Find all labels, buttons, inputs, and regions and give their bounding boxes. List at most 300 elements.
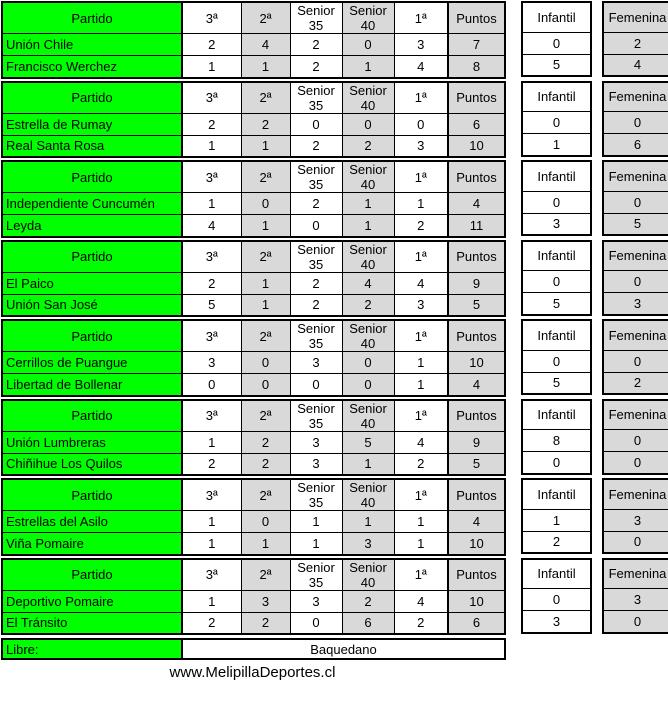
team-row (2, 533, 505, 555)
score-senior35: 0 (290, 113, 342, 135)
header-row (2, 559, 505, 591)
column-header-partido: Partido (2, 2, 182, 34)
standings-block (1, 558, 668, 636)
column-header-partido: Partido (2, 559, 182, 591)
score-1a: 3 (394, 34, 448, 56)
score-3a: 2 (182, 453, 241, 475)
score-1a: 1 (394, 533, 448, 555)
match-results-table (1, 1, 506, 79)
score-puntos: 10 (448, 352, 505, 374)
score-infantil: 1 (522, 134, 591, 156)
team-row (2, 352, 505, 374)
column-header-senior35: Senior 35 (290, 161, 342, 193)
team-name: Francisco Werchez (2, 56, 182, 78)
score-infantil: 0 (522, 589, 591, 611)
infantil-table (521, 319, 592, 395)
standings-block (1, 1, 668, 79)
match-results-table (1, 319, 506, 397)
header-row (603, 241, 668, 271)
header-row (603, 161, 668, 191)
match-results-table (1, 160, 506, 238)
standings-blocks-container (1, 1, 668, 635)
header-row (603, 559, 668, 589)
score-senior35: 2 (290, 193, 342, 215)
column-header-infantil: Infantil (522, 400, 591, 430)
team-row (522, 32, 591, 54)
score-1a: 1 (394, 193, 448, 215)
column-header-2a: 2ª (241, 320, 290, 352)
team-name: El Paico (2, 272, 182, 294)
score-femenina: 3 (603, 589, 668, 611)
team-row (522, 271, 591, 293)
score-3a: 5 (182, 294, 241, 316)
score-senior40: 1 (342, 193, 394, 215)
score-femenina: 0 (603, 611, 668, 633)
column-header-1a: 1ª (394, 161, 448, 193)
team-row (603, 531, 668, 553)
team-name: Unión Lumbreras (2, 431, 182, 453)
score-3a: 2 (182, 34, 241, 56)
team-row (2, 612, 505, 634)
team-name: Cerrillos de Puangue (2, 352, 182, 374)
score-infantil: 0 (522, 350, 591, 372)
column-header-puntos: Puntos (448, 400, 505, 432)
header-row (2, 82, 505, 114)
score-senior35: 0 (290, 612, 342, 634)
team-name: Real Santa Rosa (2, 135, 182, 157)
team-row (603, 509, 668, 531)
standings-block (1, 81, 668, 159)
score-senior40: 2 (342, 590, 394, 612)
column-header-infantil: Infantil (522, 320, 591, 350)
team-row (603, 350, 668, 372)
score-infantil: 8 (522, 430, 591, 452)
header-row (2, 161, 505, 193)
score-2a: 0 (241, 511, 290, 533)
team-row (2, 294, 505, 316)
score-puntos: 4 (448, 511, 505, 533)
column-header-senior35: Senior 35 (290, 241, 342, 273)
team-name: Estrella de Rumay (2, 113, 182, 135)
score-senior40: 6 (342, 612, 394, 634)
column-header-1a: 1ª (394, 82, 448, 114)
column-header-senior35: Senior 35 (290, 479, 342, 511)
column-header-1a: 1ª (394, 559, 448, 591)
score-3a: 2 (182, 272, 241, 294)
score-puntos: 6 (448, 113, 505, 135)
score-femenina: 0 (603, 191, 668, 213)
site-url: www.MelipillaDeportes.cl (169, 664, 336, 681)
score-puntos: 10 (448, 533, 505, 555)
column-header-3a: 3ª (182, 82, 241, 114)
score-2a: 1 (241, 533, 290, 555)
team-row (522, 611, 591, 633)
team-row (2, 590, 505, 612)
column-header-2a: 2ª (241, 559, 290, 591)
column-header-partido: Partido (2, 479, 182, 511)
score-2a: 2 (241, 113, 290, 135)
column-header-3a: 3ª (182, 161, 241, 193)
column-header-1a: 1ª (394, 2, 448, 34)
score-infantil: 2 (522, 531, 591, 553)
header-row (2, 241, 505, 273)
team-row (603, 271, 668, 293)
column-header-3a: 3ª (182, 320, 241, 352)
team-row (522, 293, 591, 315)
header-row (522, 2, 591, 32)
score-puntos: 7 (448, 34, 505, 56)
score-puntos: 8 (448, 56, 505, 78)
score-1a: 4 (394, 272, 448, 294)
column-header-infantil: Infantil (522, 161, 591, 191)
team-row (603, 213, 668, 235)
column-header-senior35: Senior 35 (290, 320, 342, 352)
column-header-femenina: Femenina (603, 400, 668, 430)
score-3a: 0 (182, 374, 241, 396)
column-header-puntos: Puntos (448, 320, 505, 352)
team-row (2, 431, 505, 453)
team-row (522, 191, 591, 213)
team-row (603, 589, 668, 611)
score-senior35: 1 (290, 533, 342, 555)
header-row (522, 241, 591, 271)
libre-label: Libre: (2, 639, 182, 659)
team-row (2, 34, 505, 56)
score-1a: 3 (394, 294, 448, 316)
column-header-femenina: Femenina (603, 161, 668, 191)
column-header-puntos: Puntos (448, 2, 505, 34)
score-2a: 0 (241, 193, 290, 215)
score-femenina: 0 (603, 271, 668, 293)
column-header-infantil: Infantil (522, 2, 591, 32)
column-header-infantil: Infantil (522, 82, 591, 112)
column-header-puntos: Puntos (448, 161, 505, 193)
column-header-3a: 3ª (182, 479, 241, 511)
score-infantil: 1 (522, 509, 591, 531)
header-row (522, 400, 591, 430)
column-header-3a: 3ª (182, 241, 241, 273)
score-femenina: 0 (603, 531, 668, 553)
score-femenina: 3 (603, 293, 668, 315)
match-results-table (1, 240, 506, 318)
score-2a: 1 (241, 135, 290, 157)
score-1a: 1 (394, 511, 448, 533)
infantil-table (521, 160, 592, 236)
score-femenina: 6 (603, 134, 668, 156)
libre-table (1, 638, 506, 660)
score-1a: 1 (394, 374, 448, 396)
column-header-senior35: Senior 35 (290, 559, 342, 591)
score-infantil: 0 (522, 32, 591, 54)
column-header-3a: 3ª (182, 559, 241, 591)
femenina-table (602, 558, 668, 634)
score-senior35: 3 (290, 352, 342, 374)
score-puntos: 9 (448, 431, 505, 453)
team-row (603, 372, 668, 394)
team-row (603, 611, 668, 633)
score-infantil: 3 (522, 213, 591, 235)
column-header-femenina: Femenina (603, 559, 668, 589)
team-row (603, 191, 668, 213)
team-row (522, 112, 591, 134)
column-header-senior40: Senior 40 (342, 241, 394, 273)
score-femenina: 0 (603, 350, 668, 372)
standings-block (1, 240, 668, 318)
score-senior40: 2 (342, 135, 394, 157)
team-row (603, 112, 668, 134)
score-femenina: 0 (603, 430, 668, 452)
score-puntos: 11 (448, 215, 505, 237)
score-3a: 1 (182, 56, 241, 78)
score-femenina: 2 (603, 32, 668, 54)
column-header-senior40: Senior 40 (342, 320, 394, 352)
column-header-puntos: Puntos (448, 559, 505, 591)
score-3a: 2 (182, 113, 241, 135)
column-header-senior35: Senior 35 (290, 82, 342, 114)
team-row (2, 135, 505, 157)
team-row (2, 511, 505, 533)
score-senior40: 5 (342, 431, 394, 453)
femenina-table (602, 240, 668, 316)
score-infantil: 0 (522, 112, 591, 134)
header-row (603, 479, 668, 509)
score-2a: 0 (241, 374, 290, 396)
column-header-senior40: Senior 40 (342, 2, 394, 34)
column-header-1a: 1ª (394, 320, 448, 352)
column-header-puntos: Puntos (448, 479, 505, 511)
column-header-puntos: Puntos (448, 241, 505, 273)
score-senior35: 2 (290, 294, 342, 316)
team-row (522, 213, 591, 235)
score-senior40: 0 (342, 34, 394, 56)
score-femenina: 0 (603, 112, 668, 134)
team-row (603, 430, 668, 452)
score-femenina: 4 (603, 54, 668, 76)
score-senior35: 2 (290, 34, 342, 56)
score-senior40: 1 (342, 511, 394, 533)
femenina-table (602, 160, 668, 236)
column-header-3a: 3ª (182, 2, 241, 34)
score-senior40: 1 (342, 453, 394, 475)
score-senior40: 0 (342, 374, 394, 396)
score-senior35: 2 (290, 272, 342, 294)
team-row (603, 134, 668, 156)
score-2a: 1 (241, 56, 290, 78)
column-header-partido: Partido (2, 400, 182, 432)
match-results-table (1, 558, 506, 636)
team-name: El Tránsito (2, 612, 182, 634)
score-femenina: 3 (603, 509, 668, 531)
score-femenina: 0 (603, 452, 668, 474)
score-3a: 3 (182, 352, 241, 374)
score-2a: 1 (241, 272, 290, 294)
column-header-2a: 2ª (241, 400, 290, 432)
score-senior40: 3 (342, 533, 394, 555)
libre-row (1, 638, 668, 660)
score-1a: 1 (394, 352, 448, 374)
team-row (522, 372, 591, 394)
infantil-table (521, 1, 592, 77)
column-header-senior40: Senior 40 (342, 161, 394, 193)
column-header-2a: 2ª (241, 241, 290, 273)
infantil-table (521, 81, 592, 157)
team-name: Leyda (2, 215, 182, 237)
column-header-1a: 1ª (394, 400, 448, 432)
score-femenina: 2 (603, 372, 668, 394)
team-row (2, 56, 505, 78)
column-header-2a: 2ª (241, 82, 290, 114)
score-puntos: 6 (448, 612, 505, 634)
score-3a: 1 (182, 193, 241, 215)
femenina-table (602, 319, 668, 395)
column-header-femenina: Femenina (603, 82, 668, 112)
score-infantil: 5 (522, 293, 591, 315)
infantil-table (521, 558, 592, 634)
score-3a: 1 (182, 590, 241, 612)
column-header-1a: 1ª (394, 479, 448, 511)
score-senior35: 2 (290, 135, 342, 157)
header-row (603, 400, 668, 430)
match-results-table (1, 81, 506, 159)
score-infantil: 0 (522, 452, 591, 474)
score-senior40: 4 (342, 272, 394, 294)
header-row (603, 82, 668, 112)
column-header-femenina: Femenina (603, 320, 668, 350)
match-results-table (1, 399, 506, 477)
infantil-table (521, 399, 592, 475)
score-3a: 2 (182, 612, 241, 634)
header-row (2, 320, 505, 352)
column-header-senior40: Senior 40 (342, 559, 394, 591)
team-row (522, 54, 591, 76)
team-row (522, 430, 591, 452)
score-2a: 4 (241, 34, 290, 56)
score-senior35: 0 (290, 374, 342, 396)
team-name: Estrellas del Asilo (2, 511, 182, 533)
score-3a: 1 (182, 431, 241, 453)
column-header-infantil: Infantil (522, 241, 591, 271)
column-header-senior40: Senior 40 (342, 400, 394, 432)
team-name: Viña Pomaire (2, 533, 182, 555)
score-senior35: 0 (290, 215, 342, 237)
column-header-partido: Partido (2, 161, 182, 193)
header-row (603, 320, 668, 350)
score-2a: 2 (241, 453, 290, 475)
femenina-table (602, 478, 668, 554)
score-2a: 1 (241, 215, 290, 237)
score-puntos: 9 (448, 272, 505, 294)
score-3a: 1 (182, 533, 241, 555)
team-row (522, 452, 591, 474)
team-row (603, 54, 668, 76)
standings-block (1, 399, 668, 477)
score-infantil: 3 (522, 611, 591, 633)
score-puntos: 5 (448, 294, 505, 316)
score-2a: 1 (241, 294, 290, 316)
header-row (603, 2, 668, 32)
score-puntos: 4 (448, 193, 505, 215)
header-row (522, 559, 591, 589)
score-3a: 1 (182, 511, 241, 533)
score-senior35: 1 (290, 511, 342, 533)
score-senior35: 3 (290, 590, 342, 612)
score-1a: 3 (394, 135, 448, 157)
column-header-2a: 2ª (241, 2, 290, 34)
header-row (522, 161, 591, 191)
column-header-senior35: Senior 35 (290, 2, 342, 34)
team-name: Unión San José (2, 294, 182, 316)
column-header-3a: 3ª (182, 400, 241, 432)
team-row (522, 531, 591, 553)
column-header-infantil: Infantil (522, 559, 591, 589)
header-row (2, 400, 505, 432)
team-row (603, 452, 668, 474)
team-row (522, 350, 591, 372)
score-2a: 2 (241, 431, 290, 453)
score-2a: 3 (241, 590, 290, 612)
column-header-2a: 2ª (241, 161, 290, 193)
score-1a: 4 (394, 590, 448, 612)
team-row (2, 193, 505, 215)
team-name: Libertad de Bollenar (2, 374, 182, 396)
score-senior35: 2 (290, 56, 342, 78)
standings-block (1, 160, 668, 238)
score-puntos: 5 (448, 453, 505, 475)
column-header-femenina: Femenina (603, 479, 668, 509)
score-puntos: 10 (448, 590, 505, 612)
score-1a: 4 (394, 56, 448, 78)
score-infantil: 5 (522, 372, 591, 394)
femenina-table (602, 81, 668, 157)
header-row (522, 320, 591, 350)
standings-block (1, 319, 668, 397)
team-row (2, 113, 505, 135)
team-row (2, 272, 505, 294)
femenina-table (602, 1, 668, 77)
column-header-senior40: Senior 40 (342, 479, 394, 511)
column-header-femenina: Femenina (603, 2, 668, 32)
column-header-partido: Partido (2, 82, 182, 114)
score-senior40: 2 (342, 294, 394, 316)
score-3a: 4 (182, 215, 241, 237)
team-row (2, 453, 505, 475)
infantil-table (521, 240, 592, 316)
score-senior35: 3 (290, 453, 342, 475)
infantil-table (521, 478, 592, 554)
team-row (522, 589, 591, 611)
column-header-infantil: Infantil (522, 479, 591, 509)
team-row (522, 134, 591, 156)
score-2a: 0 (241, 352, 290, 374)
score-1a: 0 (394, 113, 448, 135)
score-puntos: 4 (448, 374, 505, 396)
score-1a: 2 (394, 453, 448, 475)
header-row (522, 82, 591, 112)
column-header-2a: 2ª (241, 479, 290, 511)
column-header-puntos: Puntos (448, 82, 505, 114)
standings-block (1, 478, 668, 556)
team-name: Chiñihue Los Quilos (2, 453, 182, 475)
match-results-table (1, 478, 506, 556)
score-2a: 2 (241, 612, 290, 634)
femenina-table (602, 399, 668, 475)
header-row (2, 2, 505, 34)
score-senior35: 3 (290, 431, 342, 453)
column-header-femenina: Femenina (603, 241, 668, 271)
column-header-partido: Partido (2, 241, 182, 273)
team-row (522, 509, 591, 531)
team-name: Independiente Cuncumén (2, 193, 182, 215)
